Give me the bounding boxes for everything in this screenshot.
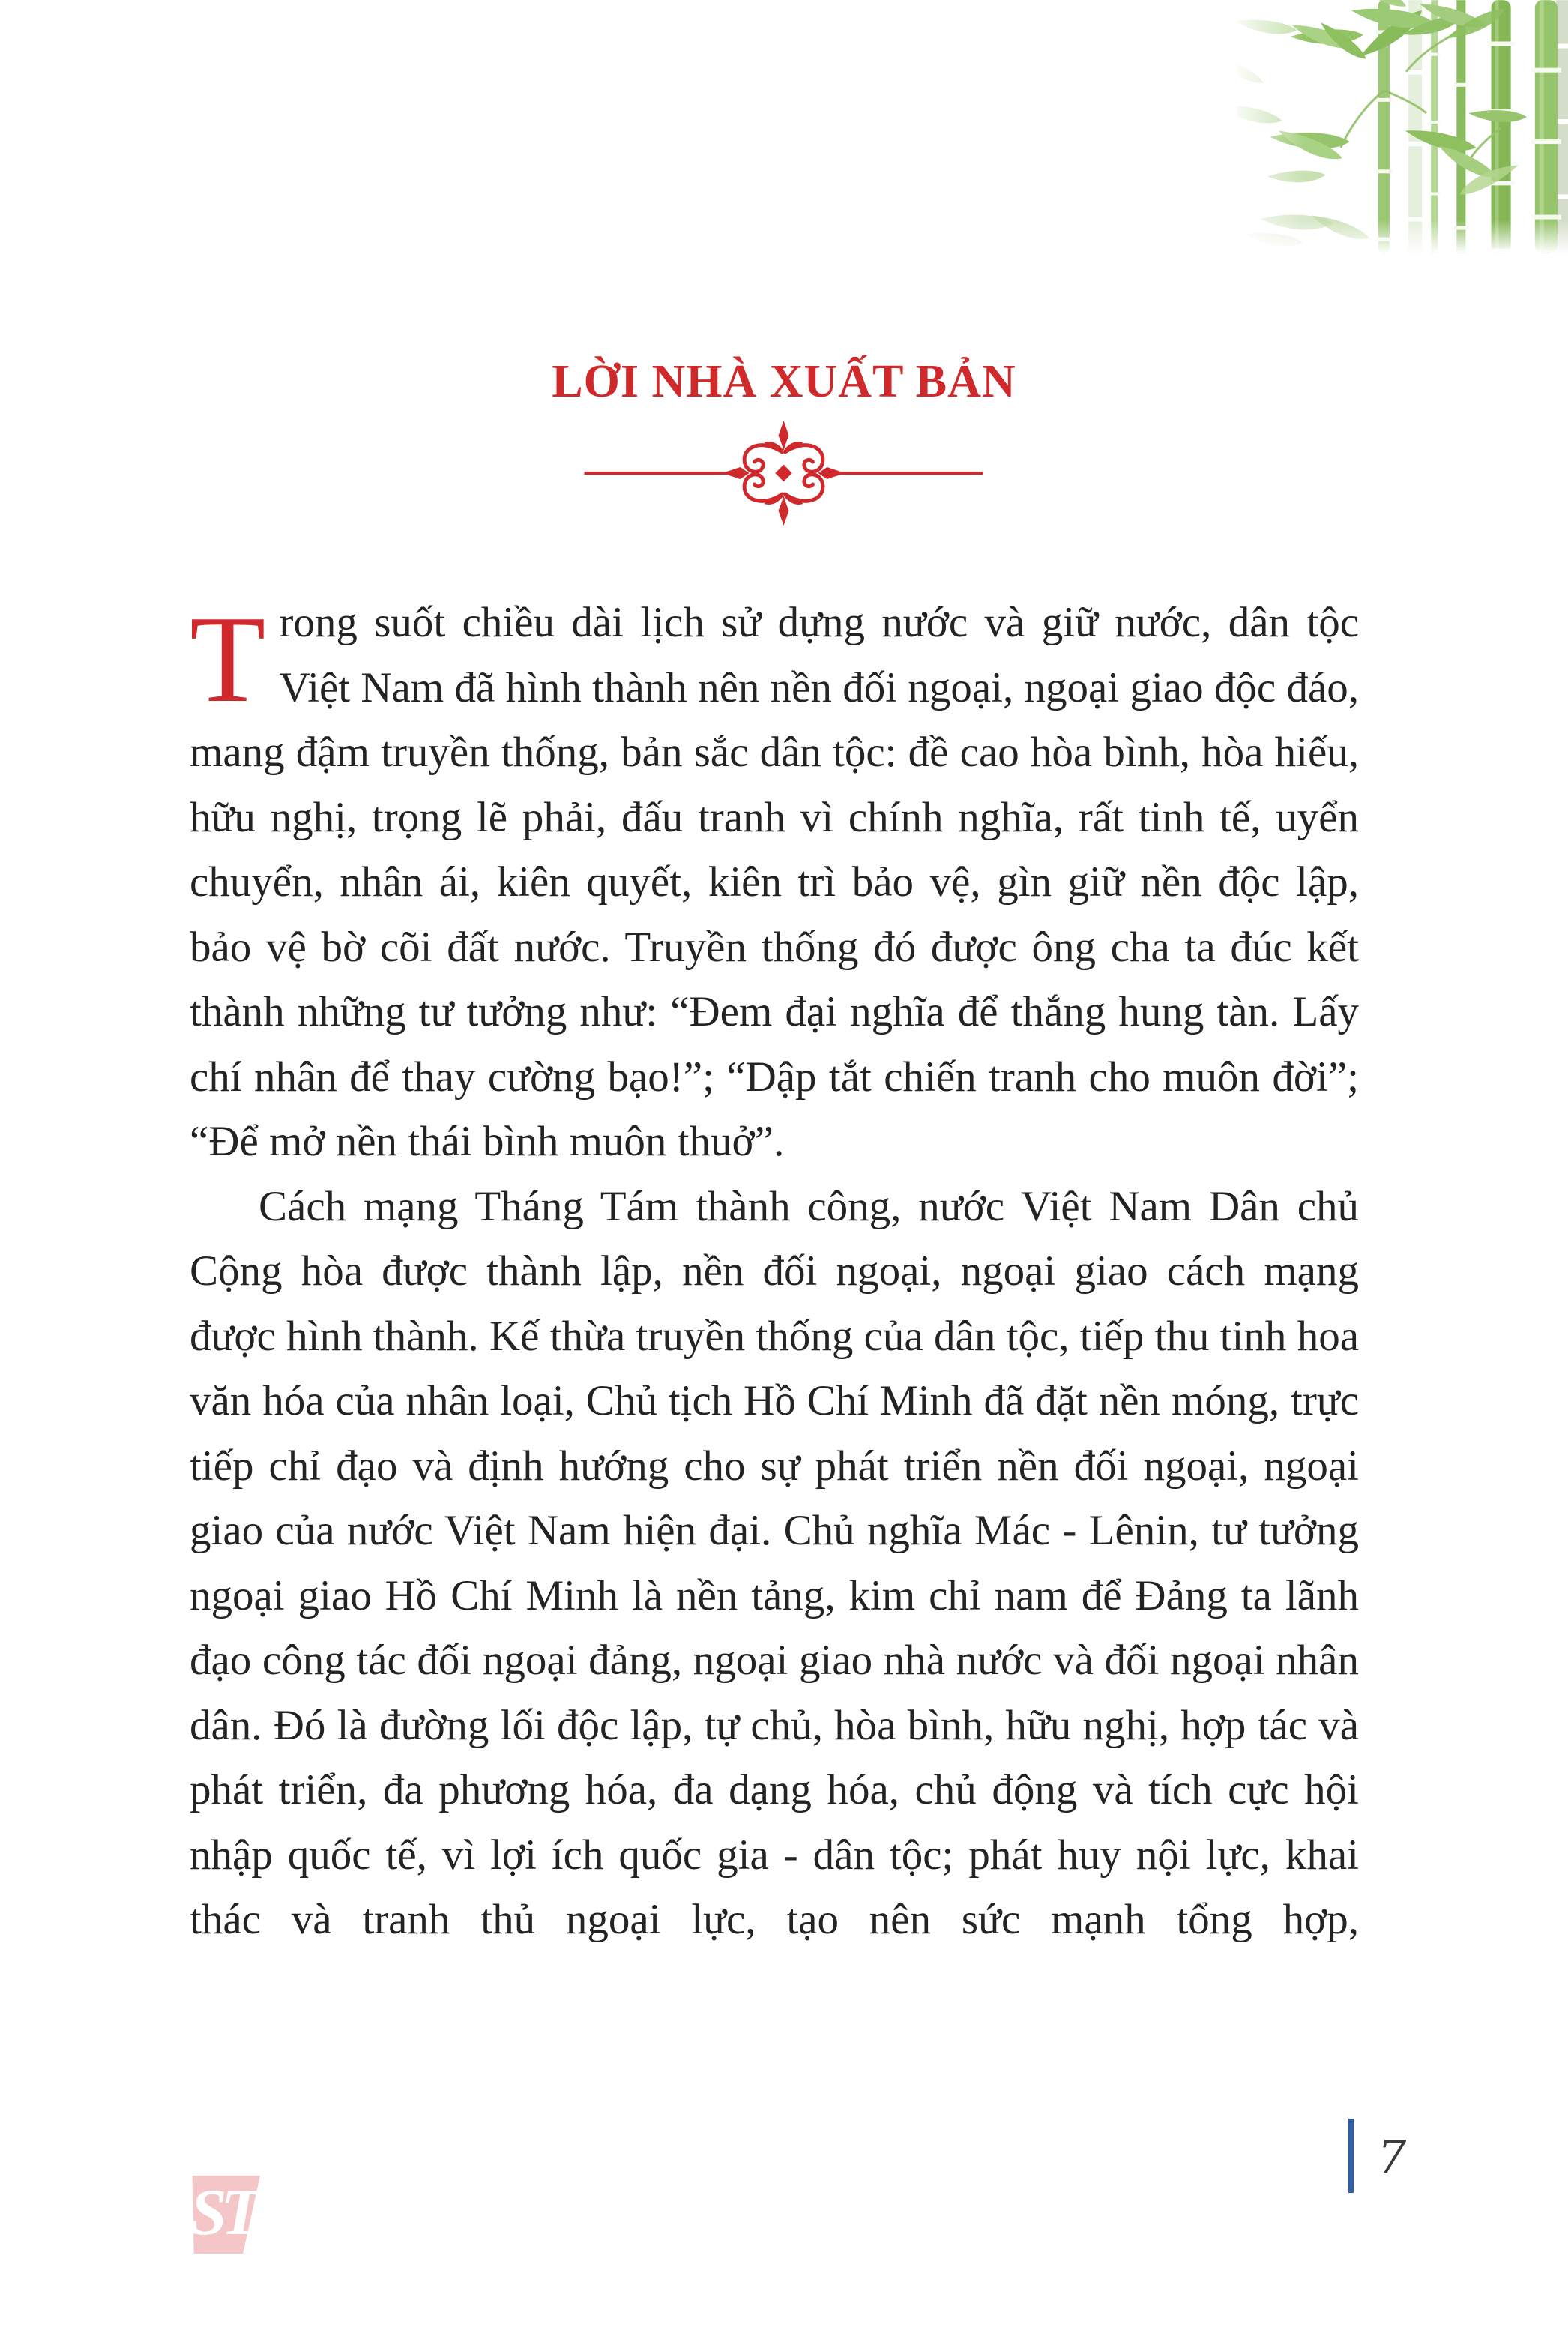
- publisher-logo: [182, 2176, 260, 2254]
- publisher-logo-text: ST: [190, 2176, 256, 2249]
- page-number-marker: [1348, 2119, 1354, 2193]
- paragraph-text: rong suốt chiều dài lịch sử dựng nước và giữ nước, dân tộc Việt Nam đã hình thành nên nền đối ngoại, ngoại giao độc đáo, mang đậm truyền thống, bản sắc dân tộc: đề cao hòa bình, hòa hiếu, hữu nghị, trọng lẽ phải, đấu tranh vì chính nghĩa, rất tinh tế, uyển chuyển, nhân ái, kiên quyết, kiên trì bảo vệ, gìn giữ nền độc lập, bảo vệ bờ cõi đất nước. Truyền thống đó được ông cha ta đúc kết thành những tư tưởng như: “Đem đại nghĩa để thắng hung tàn. Lấy chí nhân để thay cường bạo!”; “Dập tắt chiến tranh cho muôn đời”; “Để mở nền thái bình muôn thuở”.: [190, 599, 1359, 1165]
- paragraph: [190, 1175, 1359, 1953]
- body-text: [190, 591, 1359, 1953]
- drop-cap: T: [190, 590, 266, 728]
- bamboo-illustration-icon: [1237, 0, 1568, 253]
- paragraph: [190, 591, 1359, 1175]
- ornament-divider-icon: [580, 417, 989, 529]
- page-title: LỜI NHÀ XUẤT BẢN: [552, 356, 1016, 407]
- paragraph-text: Cách mạng Tháng Tám thành công, nước Việt Nam Dân chủ Cộng hòa được thành lập, nền đối ngoại, ngoại giao cách mạng được hình thành. Kế thừa truyền thống của dân tộc, tiếp thu tinh hoa văn hóa của nhân loại, Chủ tịch Hồ Chí Minh đã đặt nền móng, trực tiếp chỉ đạo và định hướng cho sự phát triển nền đối ngoại, ngoại giao của nước Việt Nam hiện đại. Chủ nghĩa Mác - Lênin, tư tưởng ngoại giao Hồ Chí Minh là nền tảng, kim chỉ nam để Đảng ta lãnh đạo công tác đối ngoại đảng, ngoại giao nhà nước và đối ngoại nhân dân. Đó là đường lối độc lập, tự chủ, hòa bình, hữu nghị, hợp tác và phát triển, đa phương hóa, đa dạng hóa, chủ động và tích cực hội nhập quốc tế, vì lợi ích quốc gia - dân tộc; phát huy nội lực, khai thác và tranh thủ ngoại lực, tạo nên sức mạnh tổng hợp,: [190, 1182, 1359, 1943]
- page-number: 7: [1378, 2131, 1407, 2184]
